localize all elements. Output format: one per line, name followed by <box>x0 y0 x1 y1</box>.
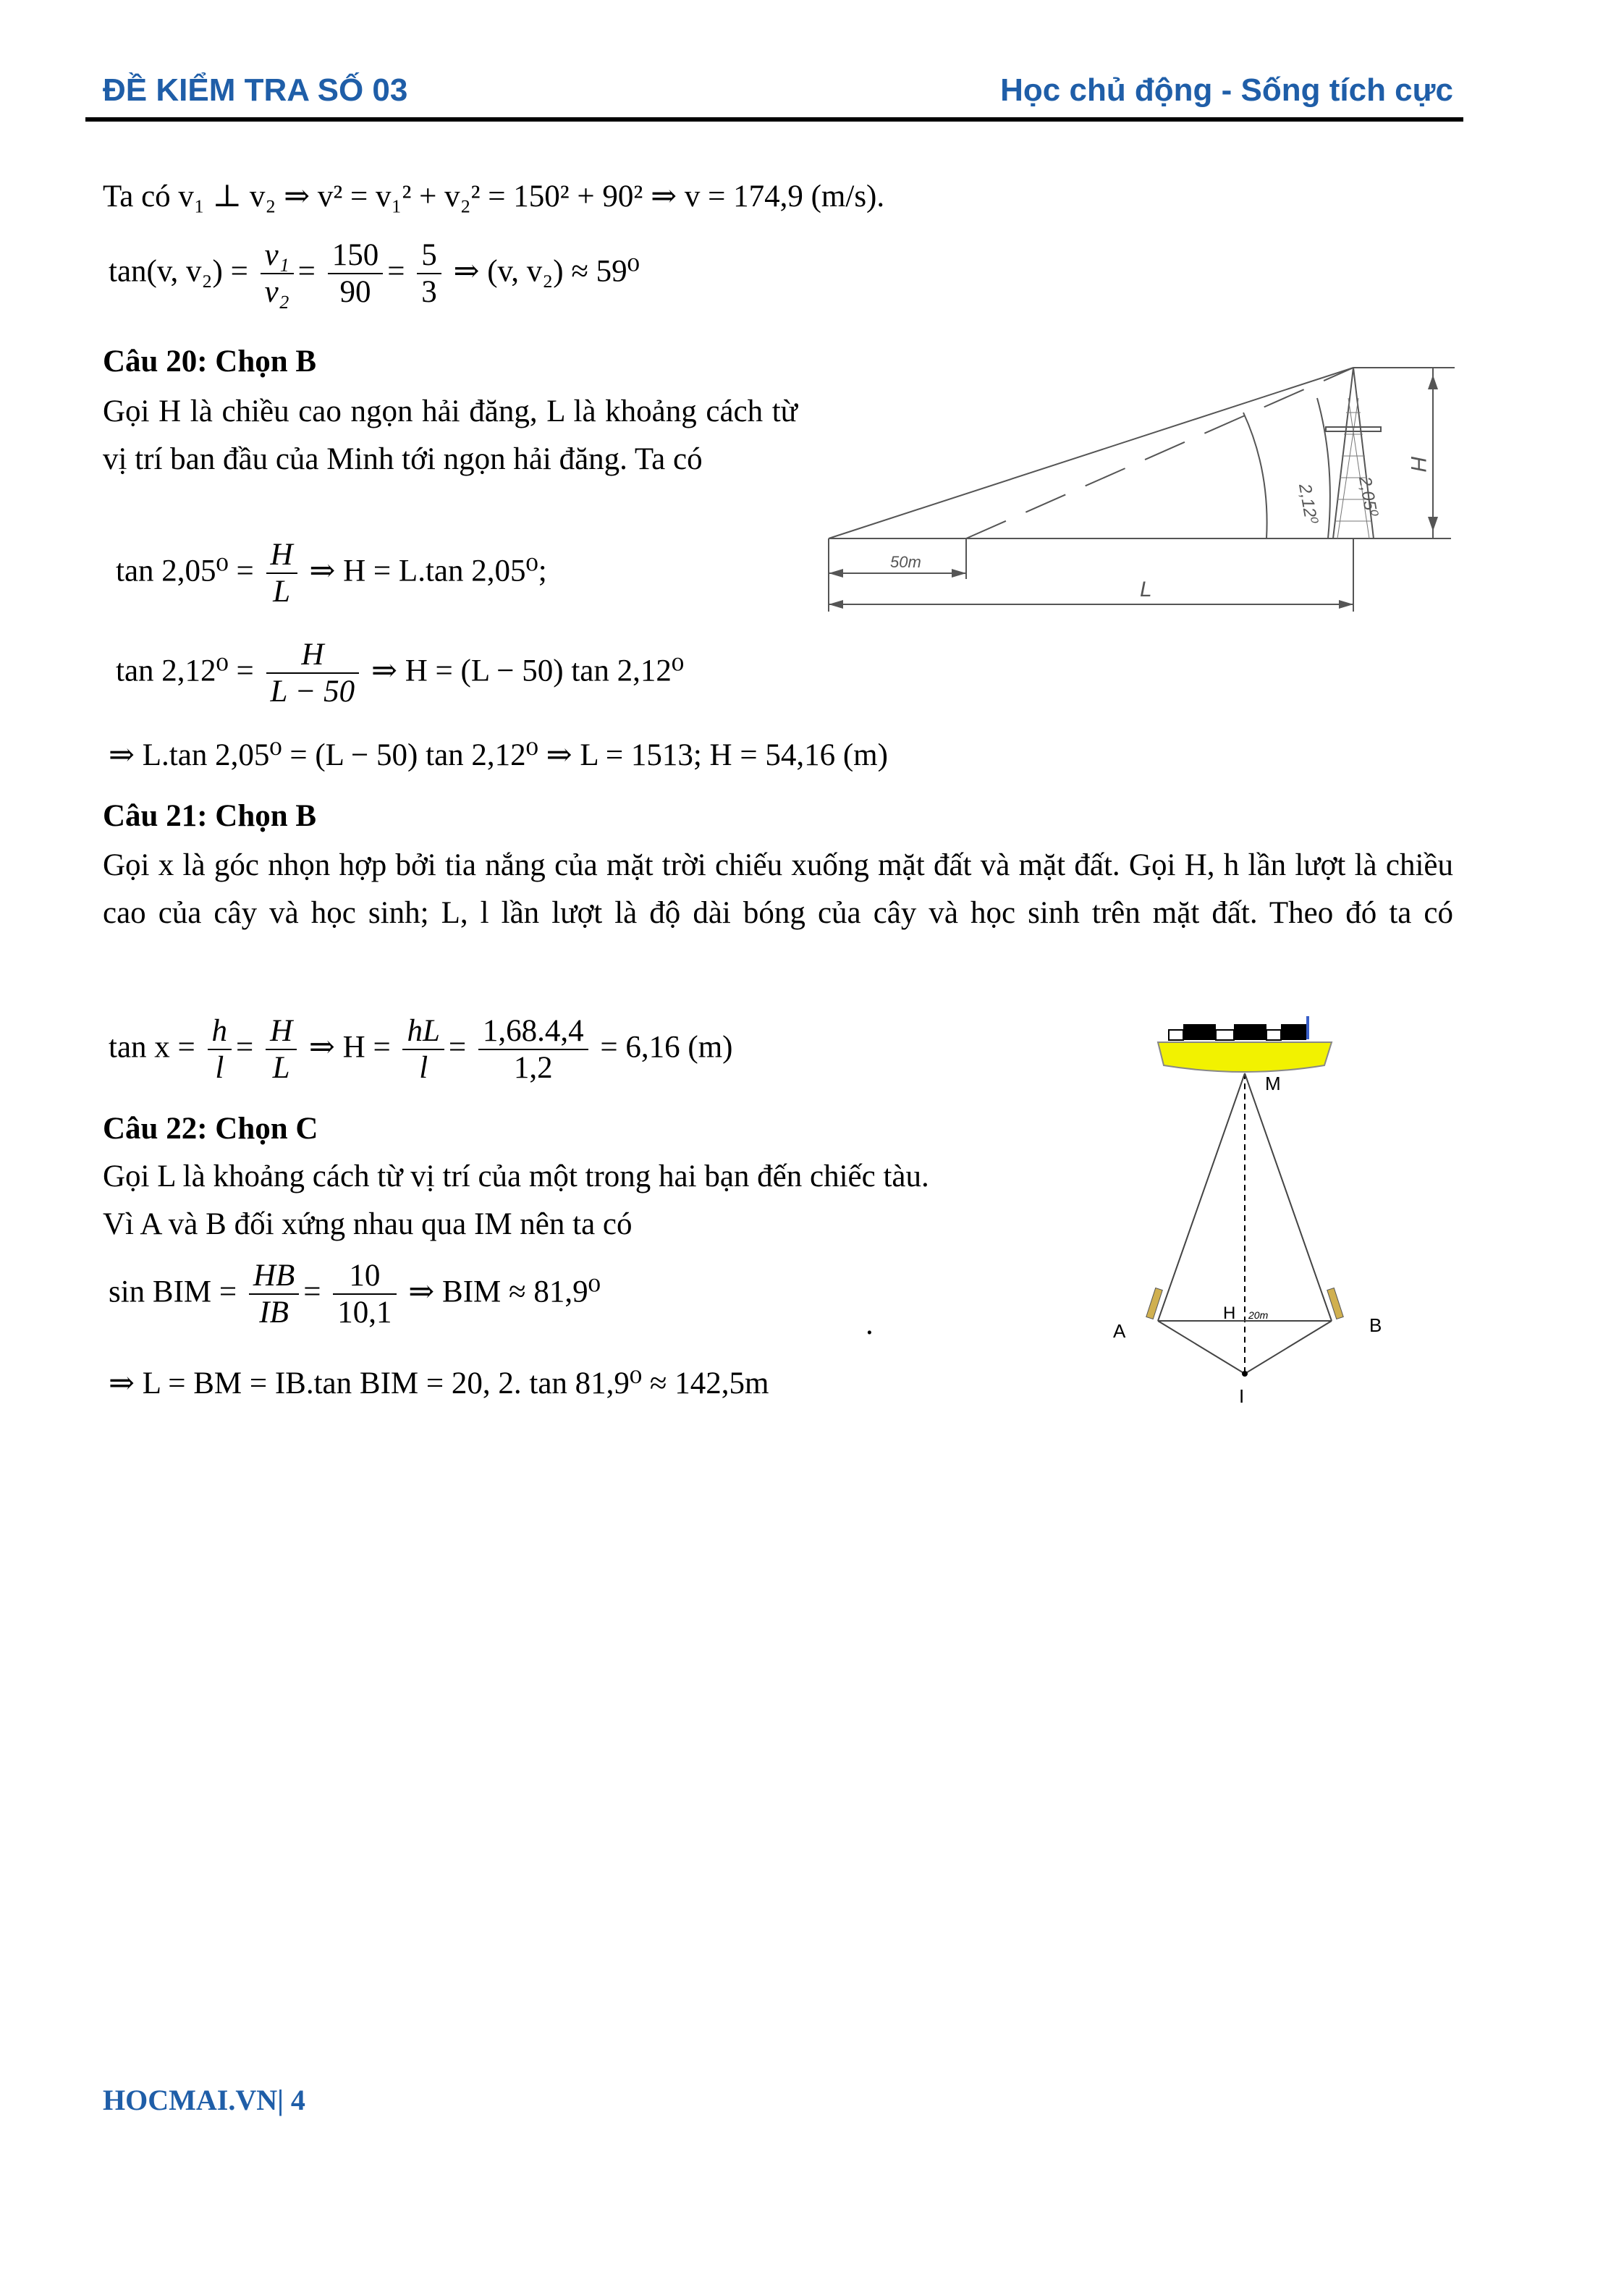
q19-frac3: $\frac{5}{3}$ <box>417 237 441 310</box>
fig-label-50m: 50m <box>890 553 921 571</box>
q19-tan-prefix: tan(v, v₂) = <box>109 254 248 289</box>
ship-figure <box>1100 1006 1404 1411</box>
q22-eq1: sin BIM = $\frac{HB}{IB}$ = $\frac{10}{10,1}$ ⇒ BIM ≈ 81,9⁰ <box>109 1259 601 1330</box>
fig-label-B: B <box>1369 1314 1382 1336</box>
fig-angle-205: 2,05⁰ <box>1355 475 1382 519</box>
header-slogan: Học chủ động - Sống tích cực <box>1000 72 1453 108</box>
q19-tan-suffix: ⇒ (v, v₂) ≈ 59⁰ <box>453 254 640 289</box>
fig-label-H2: H <box>1223 1303 1236 1323</box>
q22-eq2: ⇒ L = BM = IB.tan BIM = 20, 2. tan 81,9⁰ ≈ 142,5m <box>109 1366 769 1400</box>
q21-equation: tan x = $\frac{h}{l}$ = $\frac{H}{L}$ ⇒ H = $\frac{hL}{l}$ = $\frac{1,68.4,4}{1,2}$ = 6,16 (m) <box>109 1014 733 1086</box>
lighthouse-figure <box>818 355 1469 630</box>
fig-label-20m: 20m <box>1248 1309 1269 1321</box>
q20-eq3: ⇒ L.tan 2,05⁰ = (L − 50) tan 2,12⁰ ⇒ L = 1513; H = 54,16 (m) <box>109 738 888 772</box>
q20-eq2-frac: $\frac{H}{L - 50}$ <box>266 637 360 710</box>
fig-label-H: H <box>1406 456 1430 472</box>
q22-title: Câu 22: Chọn C <box>103 1112 318 1146</box>
q22-para2: Vì A và B đối xứng nhau qua IM nên ta có <box>103 1207 633 1241</box>
footer-page-number: HOCMAI.VN| 4 <box>103 2084 305 2116</box>
q20-paragraph: Gọi H là chiều cao ngọn hải đăng, L là khoảng cách từ vị trí ban đầu của Minh tới ngọn hải đăng. Ta có <box>103 394 798 476</box>
q21-paragraph: Gọi x là góc nhọn hợp bởi tia nắng của mặt trời chiếu xuống mặt đất và mặt đất. Gọi H, h lần lượt là chiều cao của cây và học sinh; L, l lần lượt là độ dài bóng của cây và học sinh trên mặt đất. Theo đó ta có <box>103 848 1453 930</box>
q21-title: Câu 21: Chọn B <box>103 799 317 833</box>
fig-label-M: M <box>1265 1073 1281 1094</box>
q22-para1: Gọi L là khoảng cách từ vị trí của một trong hai bạn đến chiếc tàu. <box>103 1159 929 1193</box>
fig-angle-212: 2,12⁰ <box>1295 482 1321 526</box>
q20-eq2: tan 2,12⁰ = $\frac{H}{L - 50}$ ⇒ H = (L − 50) tan 2,12⁰ <box>116 638 685 709</box>
header-rule <box>85 117 1463 122</box>
fig-label-L: L <box>1140 578 1152 601</box>
q19-tan-equation: tan(v, v₂) = $\frac{\text{v₁}}{\text{v₂}}$ = $\frac{150}{90}$ = $\frac{5}{3}$ ⇒ (v, v₂) ≈ 59⁰ <box>109 238 640 310</box>
q19-frac1: $\frac{\text{v₁}}{\text{v₂}}$ <box>261 237 294 310</box>
q22-dot: . <box>866 1307 874 1341</box>
q20-eq1-frac: $\frac{H}{L}$ <box>266 537 297 610</box>
q20-eq1: tan 2,05⁰ = $\frac{H}{L}$ ⇒ H = L.tan 2,05⁰; <box>116 538 547 609</box>
q20-title: Câu 20: Chọn B <box>103 345 317 379</box>
q19-frac2: $\frac{150}{90}$ <box>328 237 384 310</box>
ship-icon <box>1158 1016 1332 1072</box>
q19-line1: Ta có v₁ ⊥ v₂ ⇒ v² = v₁² + v₂² = 150² + 90² ⇒ v = 174,9 (m/s). <box>103 179 885 214</box>
fig-label-I: I <box>1239 1385 1245 1407</box>
header-title: ĐỀ KIỂM TRA SỐ 03 <box>103 72 408 108</box>
fig-label-A: A <box>1113 1320 1126 1342</box>
